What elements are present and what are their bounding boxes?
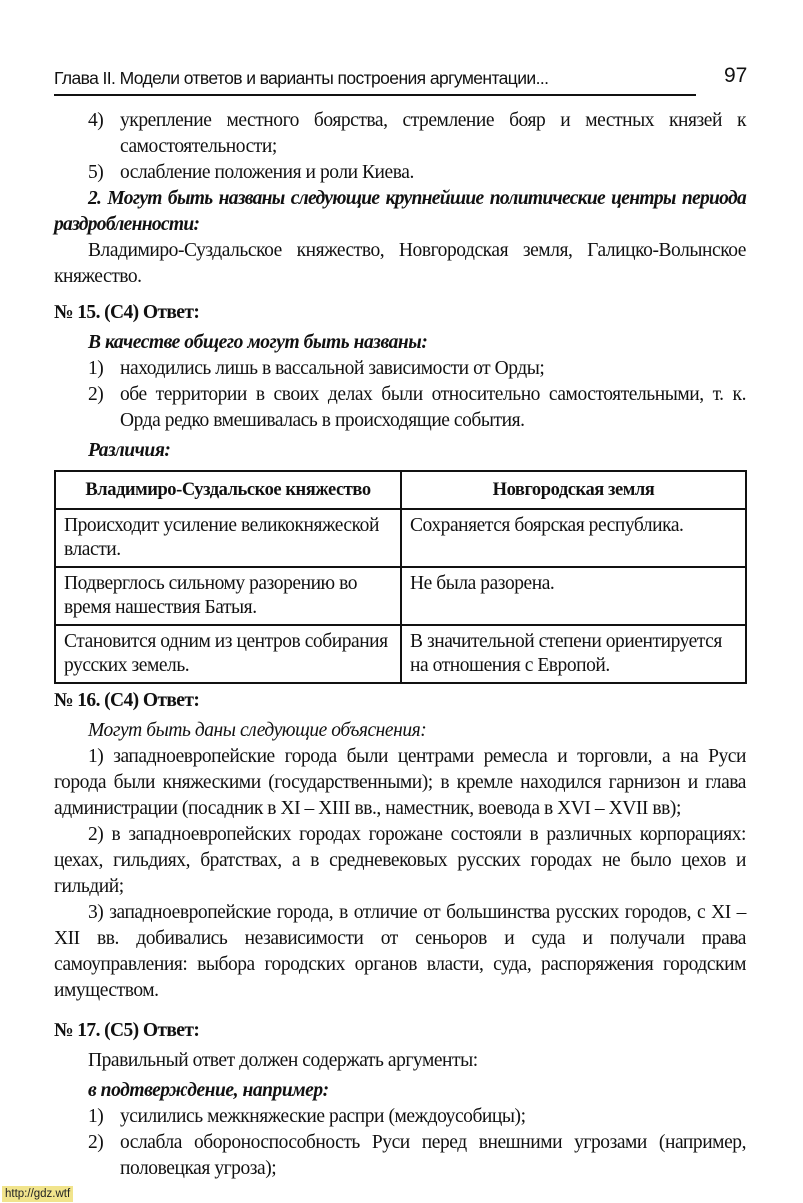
list-item-number: 4)	[88, 110, 104, 131]
table-cell: Становится одним из центров собирания русских земель.	[55, 625, 401, 683]
page-number: 97	[724, 64, 748, 87]
q17-list	[54, 1104, 746, 1182]
q17-heading: № 17. (С5) Ответ:	[54, 1020, 200, 1041]
list-item	[54, 1104, 746, 1130]
table-cell: Происходит усиление великокняжеской власти.	[55, 509, 401, 567]
table-header-row	[55, 471, 746, 509]
item2-heading: 2. Могут быть названы следующие крупнейшие политические центры периода раздробленности:	[54, 188, 746, 235]
table-cell: Не была разорена.	[401, 567, 746, 625]
table-cell: Подверглось сильному разорению во время нашествия Батыя.	[55, 567, 401, 625]
q15-heading: № 15. (С4) Ответ:	[54, 302, 200, 323]
table-row	[55, 625, 746, 683]
list-item-number: 2)	[88, 1132, 104, 1153]
list-item	[54, 382, 746, 434]
list-item-number: 2)	[88, 384, 104, 405]
q16-paragraph: 1) западноевропейские города были центрами ремесла и торговли, а на Руси города были княжескими (государственными); в кремле находился гарнизон и глава администрации (посадник в XI – XIII вв., наместник, воевода в XVI – XVII вв);	[54, 746, 746, 819]
intro-list	[54, 108, 746, 186]
list-item-text: укрепление местного боярства, стремление бояр и местных князей к самостоятельности;	[120, 110, 746, 157]
list-item-text: ослабление положения и роли Киева.	[120, 162, 414, 183]
list-item-text: обе территории в своих делах были относительно самостоятельными, т. к. Орда редко вмешивалась в происходящие события.	[120, 384, 746, 431]
q17-support-heading: в подтверждение, например:	[88, 1080, 329, 1101]
chapter-title: Глава II. Модели ответов и варианты построения аргументации...	[54, 68, 549, 88]
list-item	[54, 356, 746, 382]
q15-common-heading: В качестве общего могут быть названы:	[88, 332, 428, 353]
list-item-number: 5)	[88, 162, 104, 183]
list-item-number: 1)	[88, 1106, 104, 1127]
comparison-table	[54, 470, 747, 684]
list-item-text: находились лишь в вассальной зависимости от Орды;	[120, 358, 545, 379]
q16-heading: № 16. (С4) Ответ:	[54, 690, 200, 711]
q16-paragraph: 3) западноевропейские города, в отличие от большинства русских городов, с XI – XII вв. добивались независимости от сеньоров и суда и получали права самоуправления: выбора городских органов власти, суда, распоряжения городским имуществом.	[54, 902, 746, 1001]
list-item-number: 1)	[88, 358, 104, 379]
list-item-text: ослабла обороноспособность Руси перед внешними угрозами (например, половецкая угроза);	[120, 1132, 746, 1179]
q15-common-list	[54, 356, 746, 434]
table-row	[55, 567, 746, 625]
page-content	[54, 108, 746, 1182]
list-item	[54, 1130, 746, 1182]
q17-intro: Правильный ответ должен содержать аргументы:	[88, 1050, 478, 1071]
watermark-link[interactable]: http://gdz.wtf	[2, 1186, 73, 1202]
table-cell: Сохраняется боярская республика.	[401, 509, 746, 567]
item2-text: Владимиро-Суздальское княжество, Новгородская земля, Галицко-Волынское княжество.	[54, 240, 746, 287]
running-header	[54, 64, 696, 96]
column-header: Владимиро-Суздальское княжество	[55, 471, 401, 509]
table-cell: В значительной степени ориентируется на отношения с Европой.	[401, 625, 746, 683]
q16-subheading: Могут быть даны следующие объяснения:	[88, 720, 427, 741]
q16-paragraph: 2) в западноевропейских городах горожане состояли в различных корпорациях: цехах, гильдиях, братствах, а в средневековых русских городах не было цехов и гильдий;	[54, 824, 746, 897]
table-row	[55, 509, 746, 567]
list-item	[54, 160, 746, 186]
list-item-text: усилились межкняжеские распри (междоусобицы);	[120, 1106, 526, 1127]
column-header: Новгородская земля	[401, 471, 746, 509]
list-item	[54, 108, 746, 160]
q15-differences-heading: Различия:	[88, 440, 171, 461]
